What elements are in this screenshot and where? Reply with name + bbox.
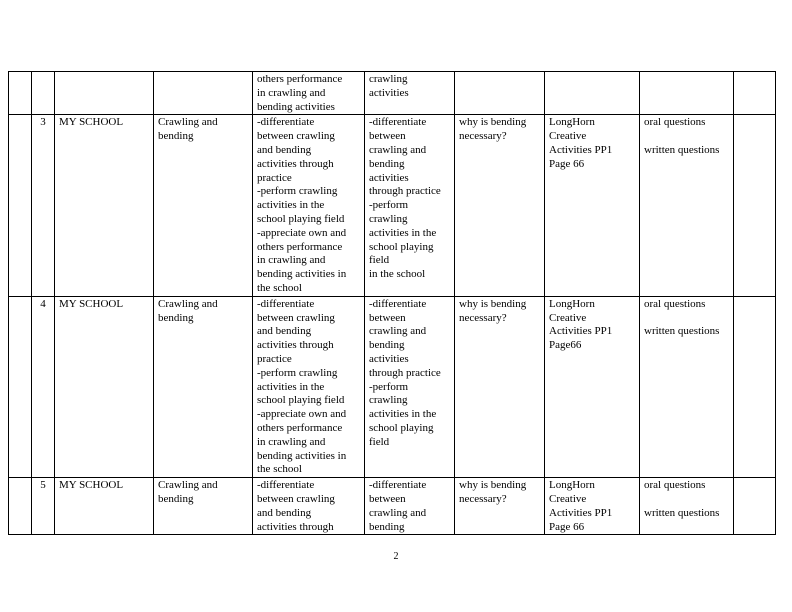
cell-line: -differentiate bbox=[257, 297, 315, 310]
cell-line: the school bbox=[257, 281, 302, 294]
strand-cell: MY SCHOOL bbox=[55, 478, 154, 535]
cell-line: LongHorn bbox=[549, 116, 595, 129]
cell-line: written questions bbox=[644, 506, 720, 519]
cell-line: in crawling and bbox=[257, 435, 326, 448]
cell-line: necessary? bbox=[459, 311, 507, 324]
cell-line: bending bbox=[158, 130, 194, 143]
cell-line: -perform crawling bbox=[257, 185, 338, 198]
cell-line: crawling and bbox=[369, 325, 427, 338]
cell-line: why is bending bbox=[459, 479, 527, 492]
cell-line: -perform bbox=[369, 380, 409, 393]
cell-line: -appreciate own and bbox=[257, 408, 347, 421]
cell-line: Activities PP1 bbox=[549, 506, 613, 519]
learning-experiences-cell bbox=[365, 296, 455, 477]
week-cell bbox=[9, 115, 32, 296]
week-cell bbox=[9, 478, 32, 535]
sub-strand-cell bbox=[154, 115, 253, 296]
cell-line: the school bbox=[257, 463, 302, 476]
assessment-cell bbox=[640, 115, 734, 296]
cell-line: bending bbox=[158, 311, 194, 324]
cell-line: crawling bbox=[369, 394, 408, 407]
cell-line bbox=[644, 312, 729, 326]
cell-line: necessary? bbox=[459, 130, 507, 143]
cell-line: activities in the bbox=[369, 408, 437, 421]
week-cell bbox=[9, 296, 32, 477]
cell-line: activities in the bbox=[369, 226, 437, 239]
cell-line: between crawling bbox=[257, 311, 335, 324]
cell-line: -perform crawling bbox=[257, 366, 338, 379]
cell-line: -perform bbox=[369, 199, 409, 212]
cell-line: school playing field bbox=[257, 394, 345, 407]
cell-line: Page 66 bbox=[549, 520, 585, 533]
cell-line: bending bbox=[369, 157, 405, 170]
cell-line: Creative bbox=[549, 311, 587, 324]
key-inquiry-cell bbox=[455, 115, 545, 296]
cell-line: activities bbox=[369, 86, 409, 99]
cell-line: -differentiate bbox=[369, 116, 427, 129]
objectives-cell bbox=[253, 115, 365, 296]
cell-line: between crawling bbox=[257, 130, 335, 143]
cell-line: crawling bbox=[369, 212, 408, 225]
cell-line: bending activities in bbox=[257, 449, 347, 462]
lesson-cell: 5 bbox=[32, 478, 55, 535]
cell-line: and bending bbox=[257, 506, 312, 519]
cell-line: school playing bbox=[369, 421, 434, 434]
cell-line: crawling and bbox=[369, 143, 427, 156]
resources-cell bbox=[545, 115, 640, 296]
cell-line: between crawling bbox=[257, 492, 335, 505]
cell-line: field bbox=[369, 435, 390, 448]
cell-line: between bbox=[369, 492, 406, 505]
cell-line: others performance bbox=[257, 73, 343, 85]
cell-line: activities through bbox=[257, 339, 334, 352]
sub-strand-cell bbox=[154, 296, 253, 477]
cell-line: Crawling and bbox=[158, 479, 218, 492]
key-inquiry-cell bbox=[455, 478, 545, 535]
cell-line bbox=[644, 493, 729, 507]
cell-line: -differentiate bbox=[257, 116, 315, 129]
learning-experiences-cell bbox=[365, 72, 455, 115]
cell-line: and bending bbox=[257, 143, 312, 156]
cell-line: and bending bbox=[257, 325, 312, 338]
cell-line: in crawling and bbox=[257, 254, 326, 267]
cell-line: oral questions bbox=[644, 116, 706, 129]
cell-line: crawling bbox=[369, 73, 408, 85]
scheme-of-work-table bbox=[8, 71, 776, 535]
cell-line: bending bbox=[369, 339, 405, 352]
strand-cell: MY SCHOOL bbox=[55, 115, 154, 296]
cell-line: written questions bbox=[644, 143, 720, 156]
key-inquiry-cell bbox=[455, 296, 545, 477]
cell-line: Page 66 bbox=[549, 157, 585, 170]
cell-line: why is bending bbox=[459, 297, 527, 310]
cell-line: through practice bbox=[369, 185, 441, 198]
cell-line: -differentiate bbox=[257, 479, 315, 492]
cell-line: -differentiate bbox=[369, 479, 427, 492]
cell-line: activities in the bbox=[257, 380, 325, 393]
cell-line: written questions bbox=[644, 325, 720, 338]
objectives-cell bbox=[253, 72, 365, 115]
cell-line: between bbox=[369, 311, 406, 324]
assessment-cell bbox=[640, 296, 734, 477]
cell-line: oral questions bbox=[644, 479, 706, 492]
objectives-cell bbox=[253, 478, 365, 535]
cell-line bbox=[644, 130, 729, 144]
table-row bbox=[9, 115, 776, 296]
cell-line: activities through bbox=[257, 520, 334, 533]
resources-cell bbox=[545, 478, 640, 535]
reflection-cell bbox=[734, 72, 776, 115]
cell-line: field bbox=[369, 254, 390, 267]
cell-line: bending activities in bbox=[257, 268, 347, 281]
resources-cell bbox=[545, 72, 640, 115]
assessment-cell bbox=[640, 72, 734, 115]
cell-line: practice bbox=[257, 352, 292, 365]
cell-line: crawling and bbox=[369, 506, 427, 519]
cell-line: others performance bbox=[257, 421, 343, 434]
cell-line: in crawling and bbox=[257, 86, 326, 99]
reflection-cell bbox=[734, 115, 776, 296]
cell-line: activities in the bbox=[257, 199, 325, 212]
cell-line: others performance bbox=[257, 240, 343, 253]
cell-line: Creative bbox=[549, 492, 587, 505]
cell-line: Activities PP1 bbox=[549, 143, 613, 156]
page-number: 2 bbox=[393, 551, 399, 562]
table-row bbox=[9, 296, 776, 477]
assessment-cell bbox=[640, 478, 734, 535]
cell-line: through practice bbox=[369, 366, 441, 379]
cell-line: bending bbox=[369, 520, 405, 533]
lesson-cell: 3 bbox=[32, 115, 55, 296]
cell-line: between bbox=[369, 130, 406, 143]
sub-strand-cell bbox=[154, 478, 253, 535]
objectives-cell bbox=[253, 296, 365, 477]
cell-line: school playing field bbox=[257, 212, 345, 225]
lesson-cell bbox=[32, 72, 55, 115]
cell-line: Crawling and bbox=[158, 297, 218, 310]
cell-line: school playing bbox=[369, 240, 434, 253]
cell-line: necessary? bbox=[459, 492, 507, 505]
cell-line: bending bbox=[158, 492, 194, 505]
cell-line: -appreciate own and bbox=[257, 226, 347, 239]
cell-line: activities through bbox=[257, 157, 334, 170]
cell-line: practice bbox=[257, 171, 292, 184]
strand-cell bbox=[55, 72, 154, 115]
cell-line: LongHorn bbox=[549, 297, 595, 310]
resources-cell bbox=[545, 296, 640, 477]
reflection-cell bbox=[734, 478, 776, 535]
key-inquiry-cell bbox=[455, 72, 545, 115]
cell-line: Activities PP1 bbox=[549, 325, 613, 338]
cell-line: Creative bbox=[549, 130, 587, 143]
cell-line: -differentiate bbox=[369, 297, 427, 310]
cell-line: activities bbox=[369, 171, 409, 184]
week-cell bbox=[9, 72, 32, 115]
cell-line: LongHorn bbox=[549, 479, 595, 492]
table-row bbox=[9, 478, 776, 535]
cell-line: in the school bbox=[369, 268, 426, 281]
cell-line: activities bbox=[369, 352, 409, 365]
table-row bbox=[9, 72, 776, 115]
cell-line: why is bending bbox=[459, 116, 527, 129]
table-body bbox=[9, 72, 776, 535]
cell-line: bending activities bbox=[257, 100, 335, 113]
sub-strand-cell bbox=[154, 72, 253, 115]
learning-experiences-cell bbox=[365, 115, 455, 296]
strand-cell: MY SCHOOL bbox=[55, 296, 154, 477]
cell-line: Crawling and bbox=[158, 116, 218, 129]
learning-experiences-cell bbox=[365, 478, 455, 535]
lesson-cell: 4 bbox=[32, 296, 55, 477]
reflection-cell bbox=[734, 296, 776, 477]
cell-line: oral questions bbox=[644, 297, 706, 310]
cell-line: Page66 bbox=[549, 339, 582, 352]
